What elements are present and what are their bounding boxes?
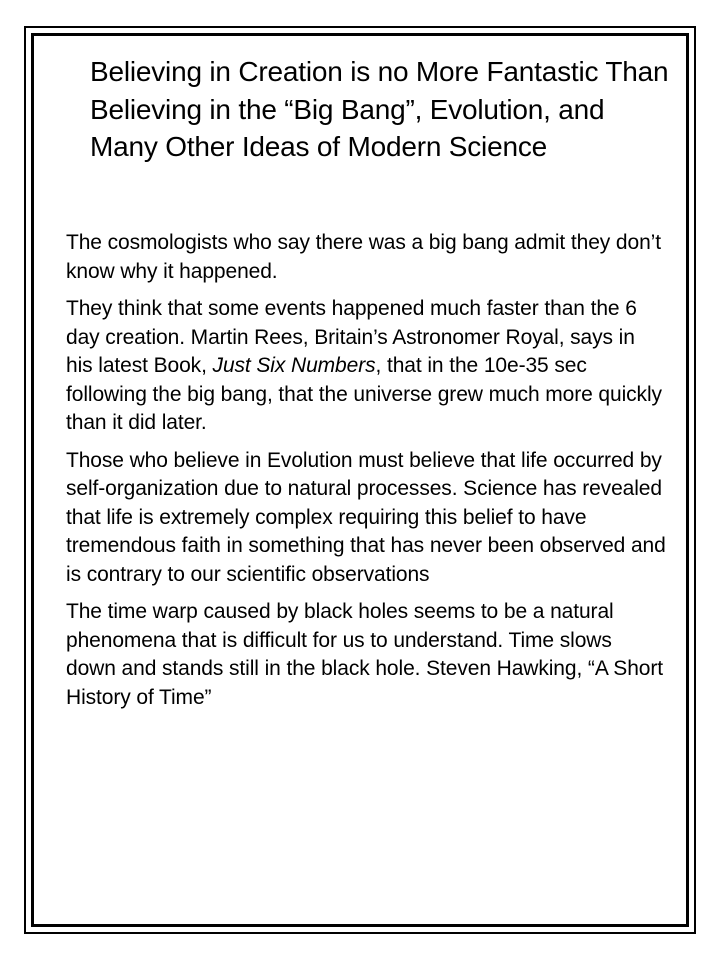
paragraph-black-holes: The time warp caused by black holes seems to be a natural phenomena that is difficult for us to understand. Time slows down and stands still in the black hole. Steven Hawking, “A Short History of Time” [66, 600, 664, 709]
paragraph-text: , that in the 10e-35 sec following the big bang, that the universe grew much more quickly than it did later. [66, 354, 662, 434]
paragraph-evolution: Those who believe in Evolution must believe that life occurred by self-organization due to natural processes. Science has revealed that life is extremely complex requiring this belief to have tremendous faith in something that has never been observed and is contrary to our scientific observations [66, 448, 666, 586]
paragraph-text: They think that some events happened much faster than the 6 day creation. Martin Rees, Britain’s Astronomer Royal, says in his latest Book, [66, 297, 637, 377]
paragraph-martin-rees [66, 295, 666, 438]
body-text [66, 229, 666, 721]
book-title: Just Six Numbers [212, 354, 376, 377]
slide-title: Believing in Creation is no More Fantastic Than Believing in the “Big Bang”, Evolution, and Many Other Ideas of Modern Science [90, 56, 669, 162]
paragraph-big-bang: The cosmologists who say there was a big bang admit they don’t know why it happened. [66, 231, 661, 283]
